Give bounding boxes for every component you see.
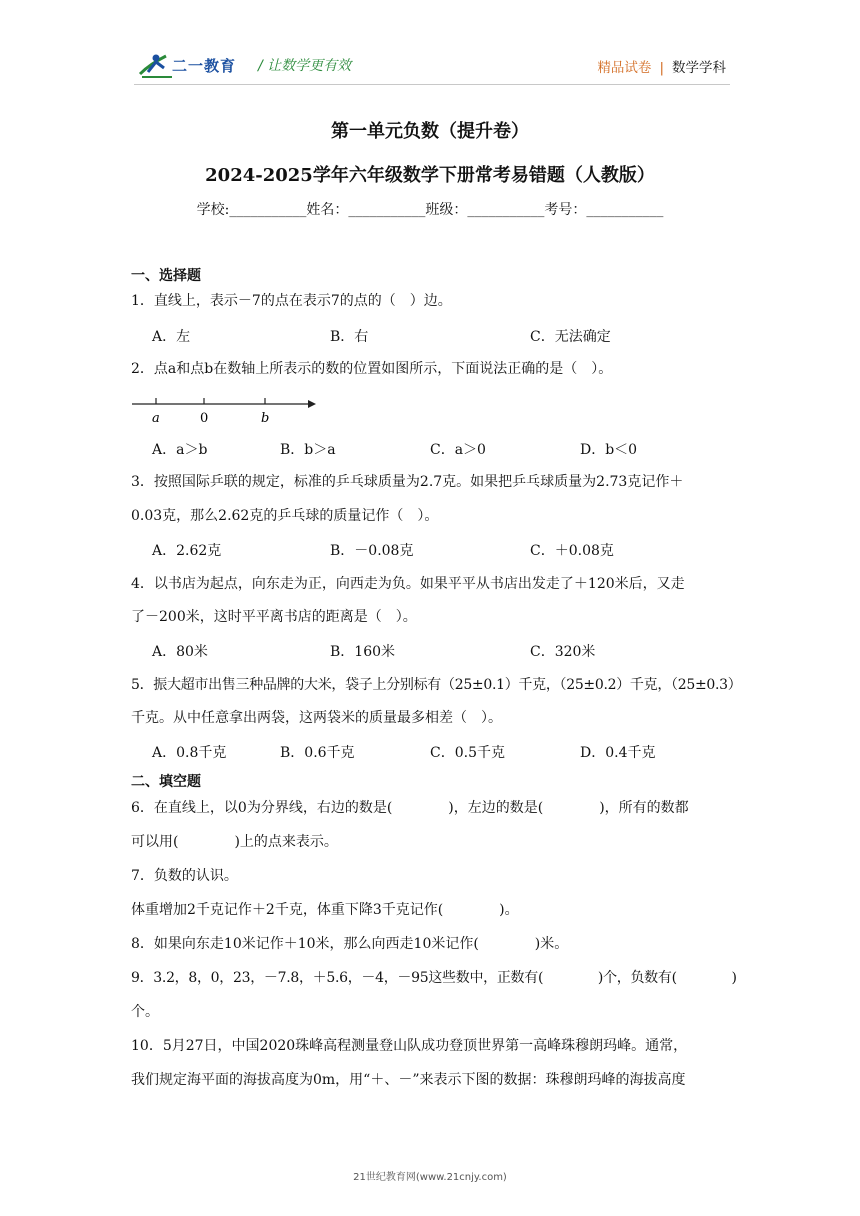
q5-option-c: C．0.5千克 bbox=[430, 745, 505, 761]
question-1-stem: 1．直线上，表示－7的点在表示7的点的（ ）边。 bbox=[131, 293, 452, 309]
q3-option-b: B．－0.08克 bbox=[330, 543, 414, 559]
q2-option-a: A．a＞b bbox=[152, 442, 208, 458]
quality-tag: 精品试卷 bbox=[597, 60, 652, 76]
q2-option-d: D．b＜0 bbox=[580, 442, 638, 458]
q4-option-c: C．320米 bbox=[530, 644, 596, 660]
q3-option-c: C．＋0.08克 bbox=[530, 543, 614, 559]
q4-option-b: B．160米 bbox=[330, 644, 396, 660]
question-6-line2: 可以用( )上的点来表示。 bbox=[131, 834, 338, 850]
question-2-stem: 2．点a和点b在数轴上所表示的数的位置如图所示，下面说法正确的是（ ）。 bbox=[131, 361, 613, 377]
section-heading-choice: 一、选择题 bbox=[131, 268, 201, 284]
q4-option-a: A．80米 bbox=[152, 644, 208, 660]
q2-option-b: B．b＞a bbox=[280, 442, 336, 458]
axis-label-a: a bbox=[152, 411, 160, 426]
section-heading-fill: 二、填空题 bbox=[131, 774, 201, 790]
question-4-line1: 4．以书店为起点，向东走为正，向西走为负。如果平平从书店出发走了＋120米后，又走 bbox=[131, 576, 685, 592]
runner-logo-icon bbox=[136, 50, 176, 80]
question-9-line1: 9．3.2，8，0，23，－7.8，＋5.6，－4，－95这些数中，正数有( )个，负数有( ) bbox=[131, 970, 737, 986]
page-subtitle: 2024-2025学年六年级数学下册常考易错题（人教版） bbox=[205, 165, 655, 186]
q5-option-a: A．0.8千克 bbox=[152, 745, 227, 761]
page-title: 第一单元负数（提升卷） bbox=[331, 121, 529, 142]
q1-option-a: A．左 bbox=[152, 329, 191, 345]
question-6-line1: 6．在直线上，以0为分界线，右边的数是( )，左边的数是( )，所有的数都 bbox=[131, 800, 689, 816]
q5-option-d: D．0.4千克 bbox=[580, 745, 656, 761]
q2-option-c: C．a＞0 bbox=[430, 442, 486, 458]
question-8: 8．如果向东走10米记作＋10米，那么向西走10米记作( )米。 bbox=[131, 936, 569, 952]
student-info-line: 学校:___________姓名：___________班级：___________考号：___________ bbox=[196, 202, 664, 218]
number-line-figure bbox=[130, 394, 320, 434]
header-divider bbox=[134, 84, 730, 85]
question-9-line2: 个。 bbox=[131, 1004, 159, 1020]
q5-option-b: B．0.6千克 bbox=[280, 745, 355, 761]
subject-tag: 数学学科 bbox=[672, 60, 726, 76]
question-3-line2: 0.03克，那么2.62克的乒乓球的质量记作（ ）。 bbox=[131, 508, 439, 524]
page-footer: 21世纪教育网(www.21cnjy.com) bbox=[353, 1172, 507, 1183]
header-tags bbox=[597, 56, 726, 76]
question-7-line2: 体重增加2千克记作＋2千克，体重下降3千克记作( )。 bbox=[131, 902, 519, 918]
question-7-line1: 7．负数的认识。 bbox=[131, 868, 238, 884]
q1-option-b: B．右 bbox=[330, 329, 369, 345]
brand-slogan: / 让数学更有效 bbox=[258, 58, 352, 74]
q3-option-a: A．2.62克 bbox=[152, 543, 222, 559]
brand-name: 二一教育 bbox=[172, 57, 237, 75]
q1-option-c: C．无法确定 bbox=[530, 329, 611, 345]
question-10-line2: 我们规定海平面的海拔高度为0m，用“＋、－”来表示下图的数据：珠穆朗玛峰的海拔高度 bbox=[131, 1072, 686, 1088]
question-4-line2: 了－200米，这时平平离书店的距离是（ ）。 bbox=[131, 609, 417, 625]
question-10-line1: 10．5月27日，中国2020珠峰高程测量登山队成功登顶世界第一高峰珠穆朗玛峰。通常， bbox=[131, 1038, 688, 1054]
question-3-line1: 3．按照国际乒联的规定，标准的乒乓球质量为2.7克。如果把乒乓球质量为2.73克记作＋ bbox=[131, 474, 684, 490]
axis-label-b: b bbox=[261, 411, 270, 426]
axis-label-zero: 0 bbox=[200, 411, 209, 426]
header-separator: | bbox=[659, 60, 664, 76]
question-5-line2: 千克。从中任意拿出两袋，这两袋米的质量最多相差（ ）。 bbox=[131, 710, 502, 726]
question-5-line1: 5．振大超市出售三种品牌的大米，袋子上分别标有（25±0.1）千克，（25±0.2）千克，（25±0.3） bbox=[131, 677, 742, 693]
